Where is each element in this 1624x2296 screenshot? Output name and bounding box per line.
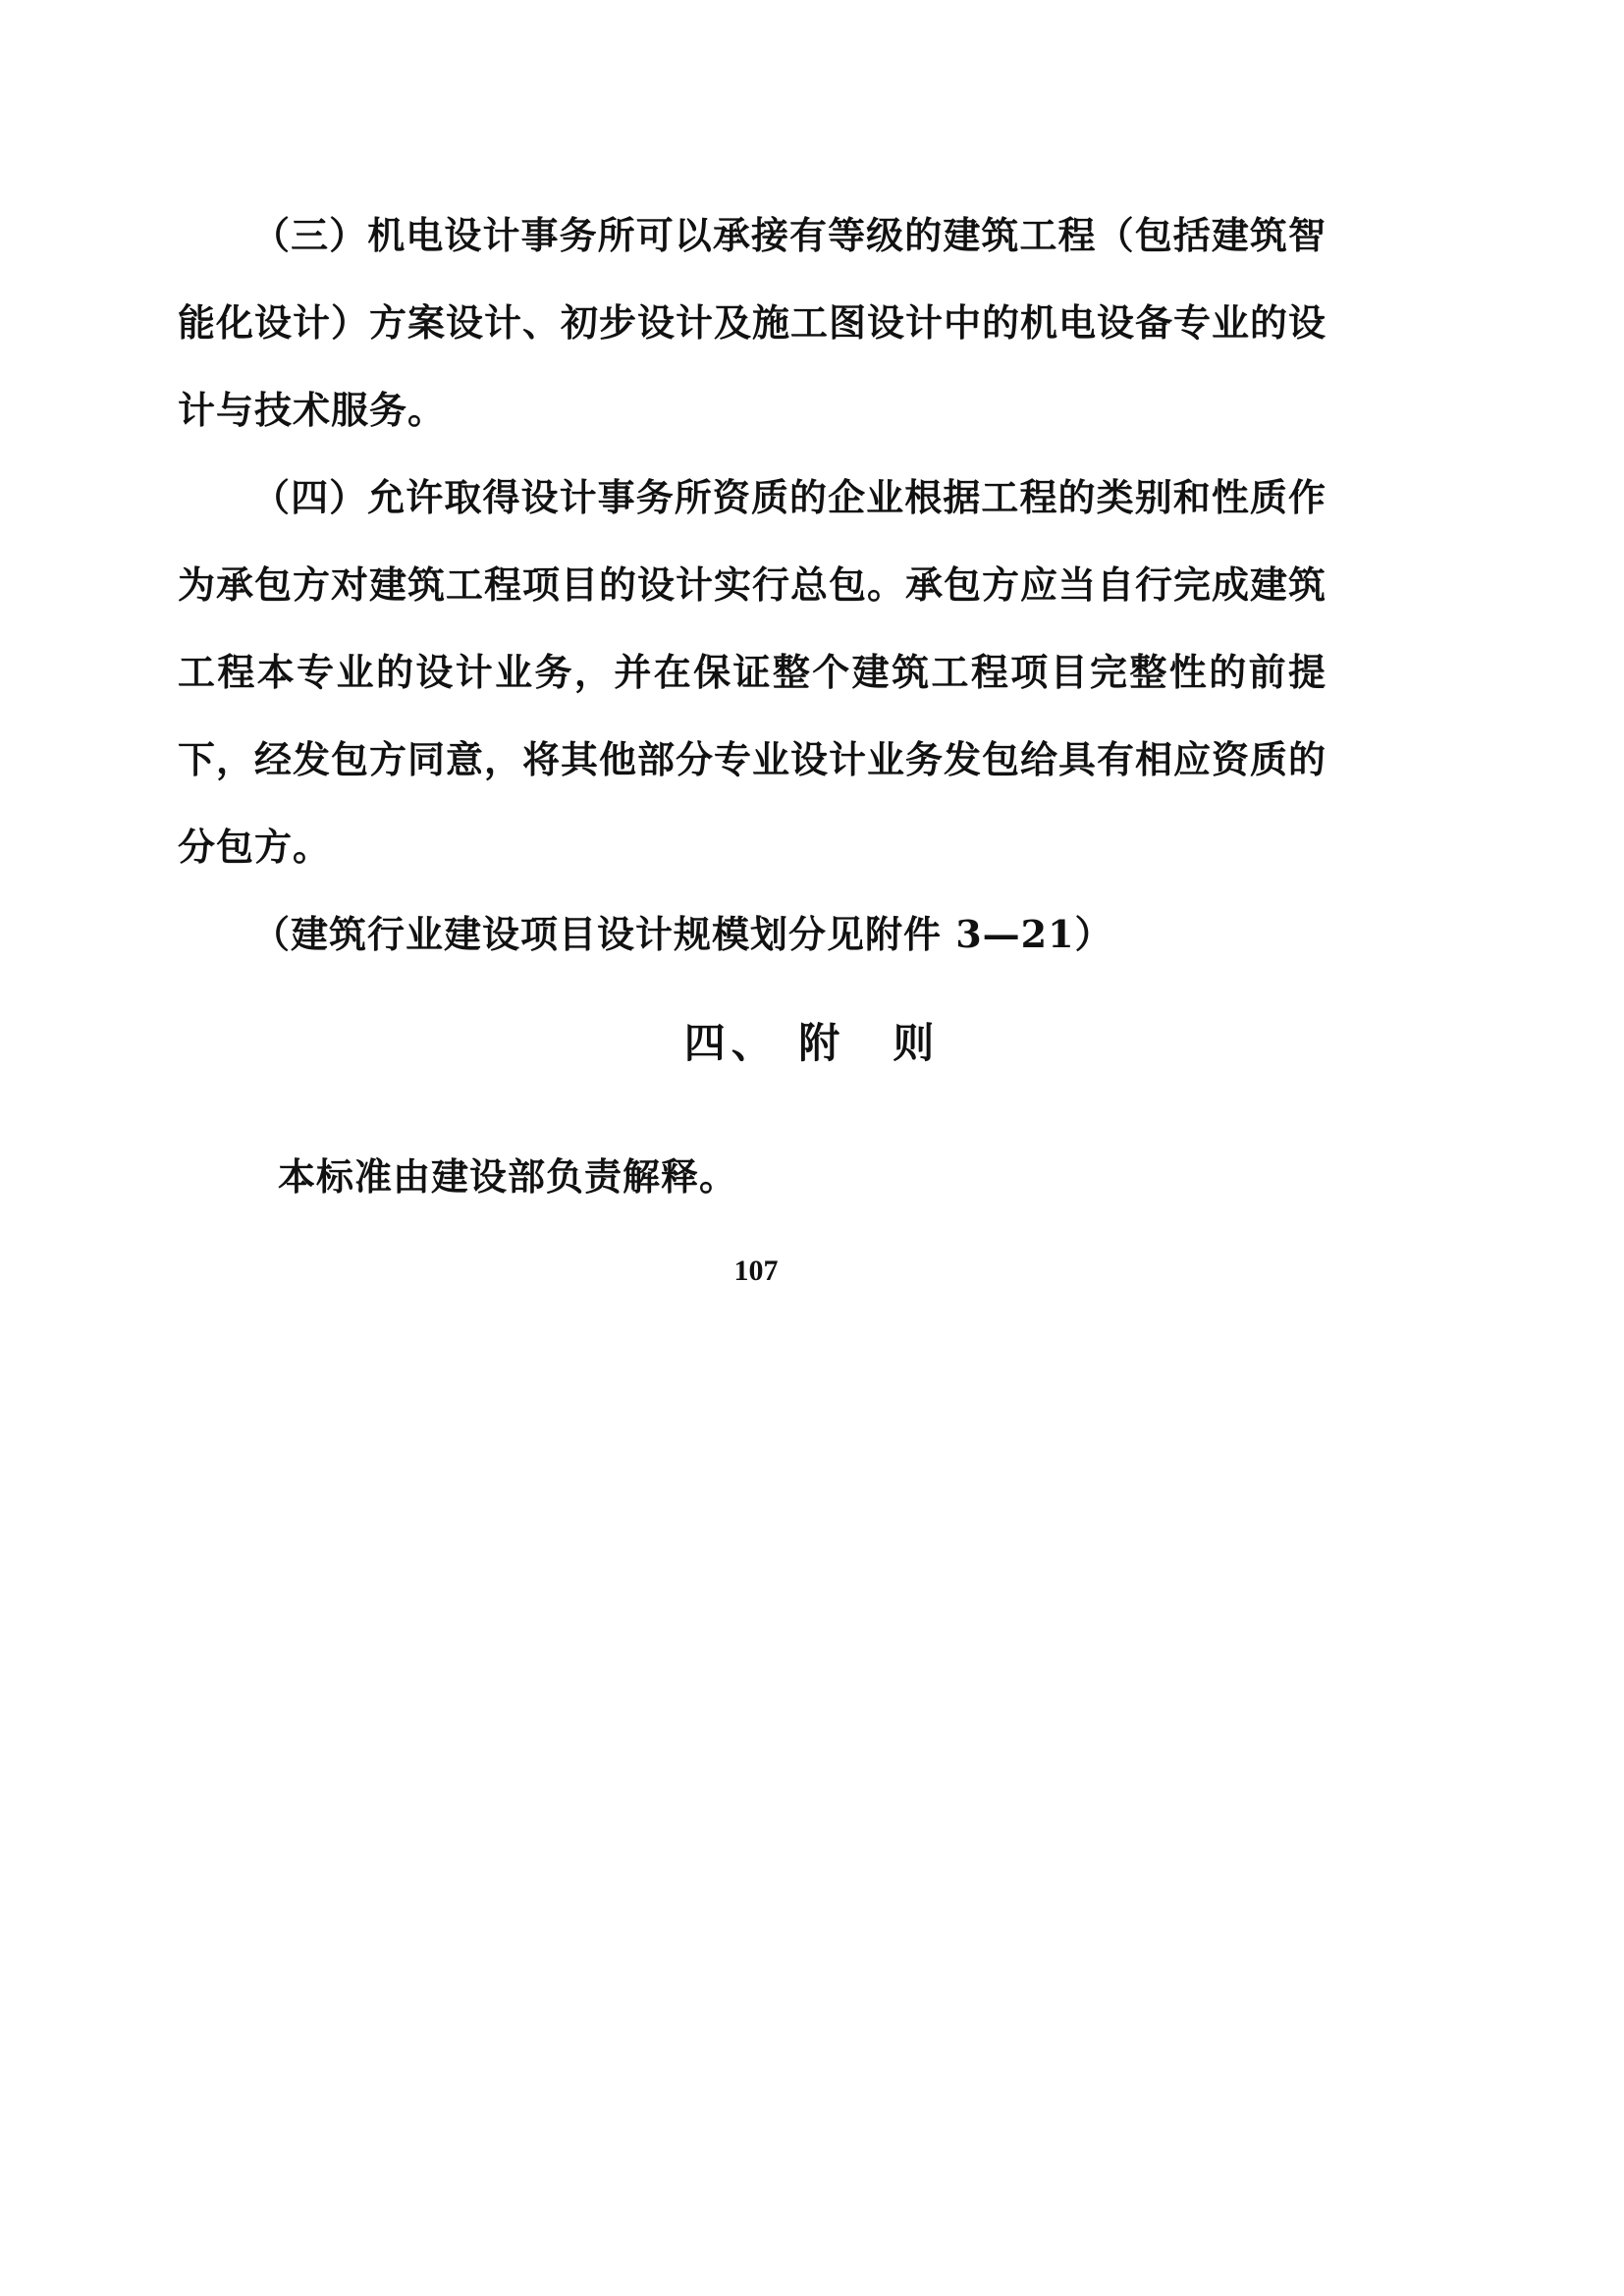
body-text — [178, 191, 1326, 978]
paragraph-3: （三）机电设计事务所可以承接有等级的建筑工程（包括建筑智能化设计）方案设计、初步设计及施工图设计中的机电设备专业的设计与技术服务。 — [178, 213, 1327, 432]
paragraph-4: （四）允许取得设计事务所资质的企业根据工程的类别和性质作为承包方对建筑工程项目的设计实行总包。承包方应当自行完成建筑工程本专业的设计业务，并在保证整个建筑工程项目完整性的前提下，经发包方同意，将其他部分专业设计业务发包给具有相应资质的分包方。 — [178, 475, 1327, 869]
page-number: 107 — [733, 1255, 779, 1287]
closing-statement: 本标准由建设部负责解释。 — [278, 1154, 738, 1199]
section-heading: 四、 附 则 — [683, 1019, 941, 1067]
appendix-note: （建筑行业建设项目设计规模划分见附件 3—21） — [252, 912, 1113, 956]
